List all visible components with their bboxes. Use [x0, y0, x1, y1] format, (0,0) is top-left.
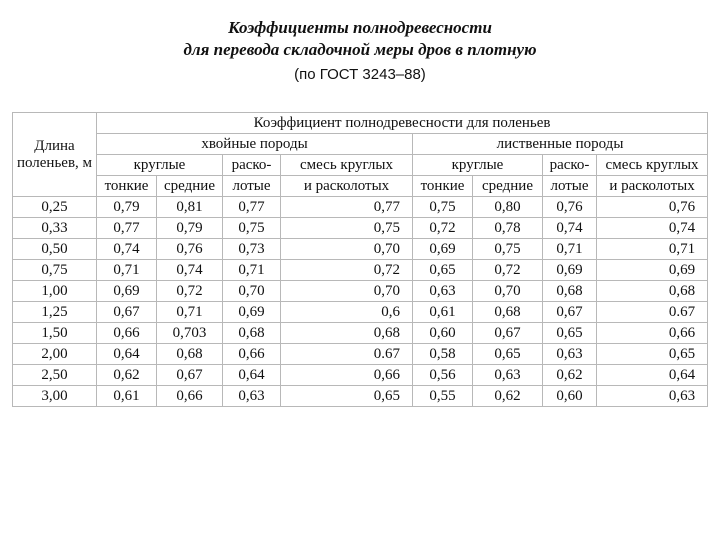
- table-row: [13, 386, 708, 407]
- cell-length: 1,25: [13, 302, 97, 323]
- cell-medium-deciduous: 0,62: [473, 386, 543, 407]
- cell-length: 0,50: [13, 239, 97, 260]
- cell-medium-conifer: 0,66: [157, 386, 223, 407]
- cell-thin-deciduous: 0,72: [413, 218, 473, 239]
- cell-medium-deciduous: 0,70: [473, 281, 543, 302]
- cell-split-deciduous: 0,65: [543, 323, 597, 344]
- table-row: [13, 197, 708, 218]
- cell-mix-conifer: 0,68: [281, 323, 413, 344]
- cell-medium-deciduous: 0,72: [473, 260, 543, 281]
- cell-mix-conifer: 0,65: [281, 386, 413, 407]
- cell-medium-deciduous: 0,63: [473, 365, 543, 386]
- cell-thin-conifer: 0,77: [97, 218, 157, 239]
- cell-mix-deciduous: 0.67: [597, 302, 708, 323]
- header-mix-deciduous-a: смесь круглых: [597, 155, 708, 176]
- cell-thin-deciduous: 0,63: [413, 281, 473, 302]
- cell-mix-deciduous: 0,74: [597, 218, 708, 239]
- cell-medium-deciduous: 0,67: [473, 323, 543, 344]
- cell-thin-deciduous: 0,60: [413, 323, 473, 344]
- cell-mix-deciduous: 0,65: [597, 344, 708, 365]
- cell-mix-conifer: 0,72: [281, 260, 413, 281]
- cell-mix-conifer: 0,75: [281, 218, 413, 239]
- cell-medium-conifer: 0,76: [157, 239, 223, 260]
- cell-thin-conifer: 0,69: [97, 281, 157, 302]
- cell-thin-deciduous: 0,75: [413, 197, 473, 218]
- cell-medium-conifer: 0,79: [157, 218, 223, 239]
- cell-split-deciduous: 0,62: [543, 365, 597, 386]
- table-body: [13, 197, 708, 407]
- cell-thin-conifer: 0,74: [97, 239, 157, 260]
- cell-length: 2,50: [13, 365, 97, 386]
- cell-thin-deciduous: 0,58: [413, 344, 473, 365]
- cell-medium-conifer: 0,71: [157, 302, 223, 323]
- header-round-conifer: круглые: [97, 155, 223, 176]
- cell-split-conifer: 0,63: [223, 386, 281, 407]
- cell-split-conifer: 0,75: [223, 218, 281, 239]
- cell-mix-conifer: 0,70: [281, 281, 413, 302]
- cell-split-deciduous: 0,71: [543, 239, 597, 260]
- cell-mix-conifer: 0,66: [281, 365, 413, 386]
- title-line-1: Коэффициенты полнодревесности: [228, 18, 492, 37]
- header-split-deciduous-a: раско-: [543, 155, 597, 176]
- header-round-deciduous: круглые: [413, 155, 543, 176]
- cell-mix-conifer: 0.67: [281, 344, 413, 365]
- header-mix-deciduous-b: и расколотых: [597, 176, 708, 197]
- cell-thin-conifer: 0,64: [97, 344, 157, 365]
- header-medium-deciduous: средние: [473, 176, 543, 197]
- cell-thin-conifer: 0,62: [97, 365, 157, 386]
- cell-split-deciduous: 0,74: [543, 218, 597, 239]
- cell-length: 3,00: [13, 386, 97, 407]
- header-mix-conifer-b: и расколотых: [281, 176, 413, 197]
- cell-split-conifer: 0,66: [223, 344, 281, 365]
- header-split-conifer-a: раско-: [223, 155, 281, 176]
- cell-length: 2,00: [13, 344, 97, 365]
- cell-mix-deciduous: 0,66: [597, 323, 708, 344]
- cell-medium-deciduous: 0,68: [473, 302, 543, 323]
- cell-split-conifer: 0,64: [223, 365, 281, 386]
- cell-split-conifer: 0,68: [223, 323, 281, 344]
- cell-length: 1,50: [13, 323, 97, 344]
- cell-medium-conifer: 0,68: [157, 344, 223, 365]
- header-thin-conifer: тонкие: [97, 176, 157, 197]
- table-row: [13, 239, 708, 260]
- header-thin-deciduous: тонкие: [413, 176, 473, 197]
- cell-medium-conifer: 0,67: [157, 365, 223, 386]
- table-row: [13, 281, 708, 302]
- cell-thin-conifer: 0,71: [97, 260, 157, 281]
- cell-mix-conifer: 0,70: [281, 239, 413, 260]
- cell-length: 0,25: [13, 197, 97, 218]
- cell-thin-conifer: 0,61: [97, 386, 157, 407]
- cell-mix-deciduous: 0,76: [597, 197, 708, 218]
- cell-mix-conifer: 0,6: [281, 302, 413, 323]
- wood-density-table: [12, 112, 708, 407]
- cell-thin-deciduous: 0,69: [413, 239, 473, 260]
- header-split-deciduous-b: лотые: [543, 176, 597, 197]
- cell-thin-conifer: 0,79: [97, 197, 157, 218]
- cell-thin-conifer: 0,66: [97, 323, 157, 344]
- header-main: Коэффициент полнодревесности для поленьев: [97, 113, 708, 134]
- cell-length: 0,75: [13, 260, 97, 281]
- cell-split-deciduous: 0,60: [543, 386, 597, 407]
- cell-length: 1,00: [13, 281, 97, 302]
- table-row: [13, 323, 708, 344]
- cell-thin-conifer: 0,67: [97, 302, 157, 323]
- cell-length: 0,33: [13, 218, 97, 239]
- table-row: [13, 344, 708, 365]
- cell-medium-deciduous: 0,80: [473, 197, 543, 218]
- cell-mix-deciduous: 0,71: [597, 239, 708, 260]
- cell-medium-deciduous: 0,75: [473, 239, 543, 260]
- cell-split-conifer: 0,71: [223, 260, 281, 281]
- cell-medium-conifer: 0,703: [157, 323, 223, 344]
- cell-medium-conifer: 0,74: [157, 260, 223, 281]
- cell-split-deciduous: 0,67: [543, 302, 597, 323]
- table-row: [13, 260, 708, 281]
- header-length: Длина поленьев, м: [13, 113, 97, 197]
- cell-split-conifer: 0,70: [223, 281, 281, 302]
- cell-medium-deciduous: 0,65: [473, 344, 543, 365]
- table-row: [13, 218, 708, 239]
- title-line-2: для перевода складочной меры дров в плотную: [183, 40, 537, 59]
- cell-split-deciduous: 0,76: [543, 197, 597, 218]
- cell-thin-deciduous: 0,56: [413, 365, 473, 386]
- header-medium-conifer: средние: [157, 176, 223, 197]
- cell-split-conifer: 0,73: [223, 239, 281, 260]
- table-row: [13, 365, 708, 386]
- cell-mix-deciduous: 0,69: [597, 260, 708, 281]
- cell-split-deciduous: 0,68: [543, 281, 597, 302]
- cell-mix-deciduous: 0,68: [597, 281, 708, 302]
- table-row: [13, 302, 708, 323]
- cell-thin-deciduous: 0,65: [413, 260, 473, 281]
- cell-mix-deciduous: 0,64: [597, 365, 708, 386]
- cell-mix-conifer: 0,77: [281, 197, 413, 218]
- header-split-conifer-b: лотые: [223, 176, 281, 197]
- cell-thin-deciduous: 0,61: [413, 302, 473, 323]
- header-conifer: хвойные породы: [97, 134, 413, 155]
- cell-medium-conifer: 0,72: [157, 281, 223, 302]
- title-source: (по ГОСТ 3243–88): [294, 66, 426, 83]
- cell-medium-deciduous: 0,78: [473, 218, 543, 239]
- cell-split-conifer: 0,77: [223, 197, 281, 218]
- cell-thin-deciduous: 0,55: [413, 386, 473, 407]
- cell-split-conifer: 0,69: [223, 302, 281, 323]
- cell-split-deciduous: 0,63: [543, 344, 597, 365]
- cell-mix-deciduous: 0,63: [597, 386, 708, 407]
- header-deciduous: лиственные породы: [413, 134, 708, 155]
- cell-medium-conifer: 0,81: [157, 197, 223, 218]
- header-mix-conifer-a: смесь круглых: [281, 155, 413, 176]
- cell-split-deciduous: 0,69: [543, 260, 597, 281]
